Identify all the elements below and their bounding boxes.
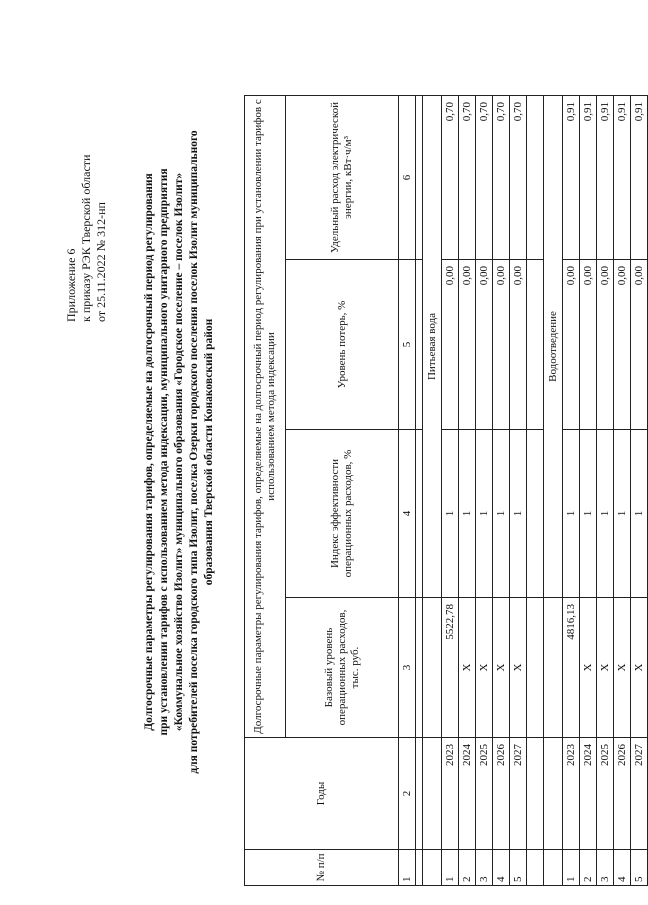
row-year: 2026 [614, 738, 631, 850]
row-number: 4 [493, 850, 510, 886]
column-number: 4 [399, 430, 416, 598]
tariff-parameters-table [244, 95, 648, 886]
row-base-costs: X [614, 598, 631, 738]
row-number: 1 [563, 850, 580, 886]
row-base-costs: X [580, 598, 597, 738]
document-heading [142, 2, 217, 902]
row-year: 2023 [563, 738, 580, 850]
row-energy-consumption: 0,91 [563, 95, 580, 259]
heading-line: образования Тверской области Конаковский район [203, 318, 215, 586]
row-efficiency-index: 1 [493, 430, 510, 598]
row-base-costs: X [597, 598, 614, 738]
row-loss-level: 0,00 [476, 260, 493, 430]
row-loss-level: 0,00 [459, 260, 476, 430]
header-efficiency-index: Индекс эффективности операционных расходов, % [286, 430, 399, 598]
table-row [459, 95, 476, 885]
row-efficiency-index: 1 [614, 430, 631, 598]
row-efficiency-index: 1 [442, 430, 459, 598]
column-number: 3 [399, 598, 416, 738]
row-energy-consumption: 0,70 [510, 95, 527, 259]
heading-line: для потребителей поселка городского типа Изолит, поселка Озерки городского поселения поселок Изолит муниципального [188, 130, 200, 774]
heading-line: при установлении тарифов с использованием метода индексации, муниципального унитарного предприятия [158, 168, 170, 736]
row-year: 2027 [510, 738, 527, 850]
column-number: 5 [399, 260, 416, 430]
row-efficiency-index: 1 [597, 430, 614, 598]
row-number: 4 [614, 850, 631, 886]
row-energy-consumption: 0,91 [631, 95, 648, 259]
document-sheet [2, 2, 645, 902]
row-base-costs: X [493, 598, 510, 738]
row-base-costs: X [510, 598, 527, 738]
header-years: Годы [245, 738, 399, 850]
row-energy-consumption: 0,91 [614, 95, 631, 259]
row-efficiency-index: 1 [631, 430, 648, 598]
row-base-costs: X [631, 598, 648, 738]
row-number: 3 [597, 850, 614, 886]
row-energy-consumption: 0,70 [476, 95, 493, 259]
row-number: 3 [476, 850, 493, 886]
row-loss-level: 0,00 [510, 260, 527, 430]
row-efficiency-index: 1 [580, 430, 597, 598]
row-loss-level: 0,00 [493, 260, 510, 430]
appendix-order: к приказу РЭК Тверской области [79, 154, 93, 322]
row-energy-consumption: 0,91 [597, 95, 614, 259]
row-energy-consumption: 0,91 [580, 95, 597, 259]
row-efficiency-index: 1 [459, 430, 476, 598]
row-number: 1 [442, 850, 459, 886]
table-row [563, 95, 580, 885]
table-row [597, 95, 614, 885]
header-energy-consumption: Удельный расход электрической энергии, кВт·ч/м³ [286, 95, 399, 259]
table-row [476, 95, 493, 885]
row-energy-consumption: 0,70 [442, 95, 459, 259]
row-number: 5 [631, 850, 648, 886]
section-title: Питьевая вода [423, 95, 442, 597]
heading-line: Долгосрочные параметры регулирования тарифов, определяемые на долгосрочный период регулирования [143, 173, 155, 731]
column-number: 2 [399, 738, 416, 850]
row-loss-level: 0,00 [563, 260, 580, 430]
row-year: 2026 [493, 738, 510, 850]
header-number: № п/п [245, 850, 399, 886]
row-energy-consumption: 0,70 [459, 95, 476, 259]
column-number: 1 [399, 850, 416, 886]
row-base-costs: X [459, 598, 476, 738]
row-year: 2025 [476, 738, 493, 850]
row-number: 2 [580, 850, 597, 886]
row-loss-level: 0,00 [614, 260, 631, 430]
table-row [631, 95, 648, 885]
appendix-title: Приложение 6 [64, 248, 78, 322]
row-base-costs: 5522,78 [442, 598, 459, 738]
table-row [614, 95, 631, 885]
table-row [493, 95, 510, 885]
row-loss-level: 0,00 [442, 260, 459, 430]
row-base-costs: 4816,13 [563, 598, 580, 738]
header-group: Долгосрочные параметры регулирования тарифов, определяемые на долгосрочный период регулирования при установлении тарифов с использованием метода индексации [245, 95, 286, 737]
row-efficiency-index: 1 [510, 430, 527, 598]
header-loss-level: Уровень потерь, % [286, 260, 399, 430]
row-base-costs: X [476, 598, 493, 738]
row-energy-consumption: 0,70 [493, 95, 510, 259]
column-number: 6 [399, 95, 416, 259]
row-efficiency-index: 1 [476, 430, 493, 598]
row-year: 2025 [597, 738, 614, 850]
row-loss-level: 0,00 [597, 260, 614, 430]
row-number: 2 [459, 850, 476, 886]
table-row [510, 95, 527, 885]
row-number: 5 [510, 850, 527, 886]
row-year: 2024 [459, 738, 476, 850]
appendix-date: от 25.11.2022 № 312-нп [94, 202, 108, 322]
row-year: 2023 [442, 738, 459, 850]
appendix-block [64, 155, 109, 322]
section-title: Водоотведение [544, 95, 563, 597]
table-row [580, 95, 597, 885]
row-year: 2024 [580, 738, 597, 850]
header-base-costs: Базовый уровень операционных расходов, тыс. руб. [286, 598, 399, 738]
row-efficiency-index: 1 [563, 430, 580, 598]
row-year: 2027 [631, 738, 648, 850]
heading-line: «Коммунальное хозяйство Изолит» муниципального образования «Городское поселение – поселок Изолит» [173, 172, 185, 732]
table-row [442, 95, 459, 885]
row-loss-level: 0,00 [580, 260, 597, 430]
row-loss-level: 0,00 [631, 260, 648, 430]
